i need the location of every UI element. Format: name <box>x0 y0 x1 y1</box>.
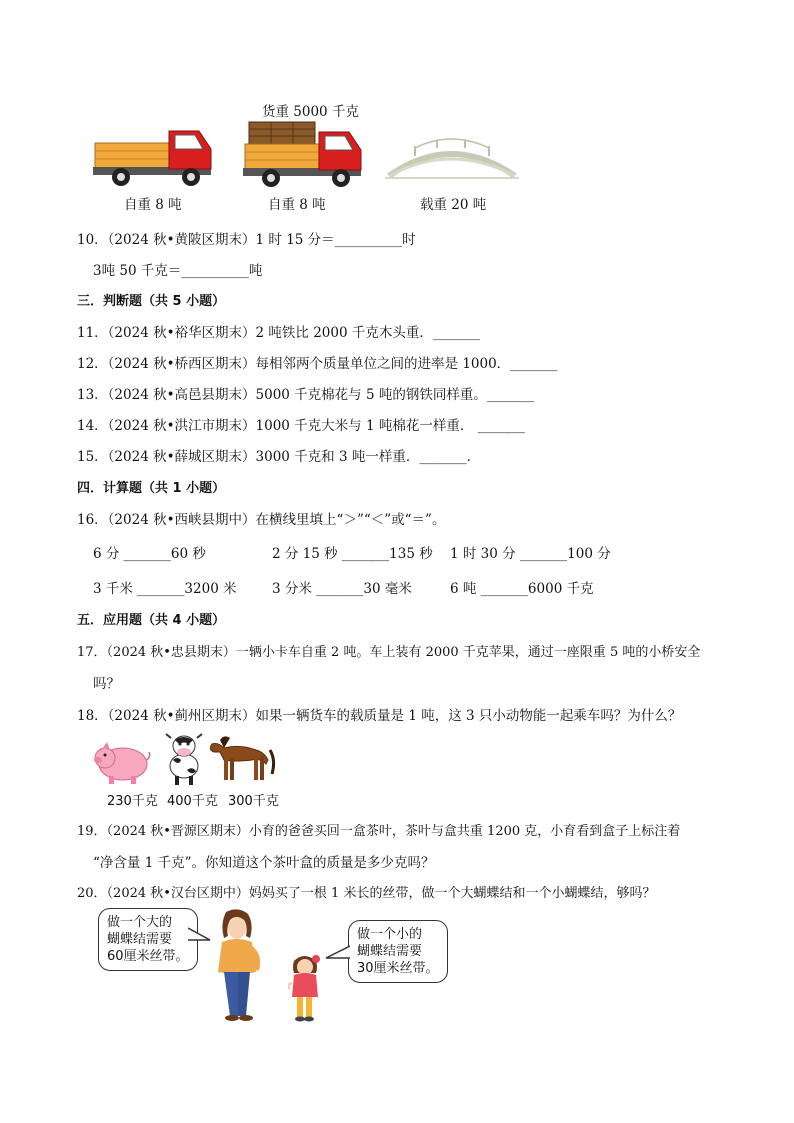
question-17-line1: 17．（2024 秋•忠县期末）一辆小卡车自重 2 吨。车上装有 2000 千克苹果，通过一座限重 5 吨的小桥安全 <box>77 645 701 660</box>
compare-item: 6 吨 _______6000 千克 <box>450 581 594 597</box>
question-12: 12．（2024 秋•桥西区期末）每相邻两个质量单位之间的进率是 1000．_______ <box>77 356 558 372</box>
cargo-weight-label: 货重 5000 千克 <box>262 104 359 120</box>
question-19-line2: “净含量 1 千克”。你知道这个茶叶盒的质量是多少克吗？ <box>93 855 435 871</box>
compare-item: 3 千米 _______3200 米 <box>93 581 237 597</box>
animal-weight-label: 400千克 <box>167 794 218 809</box>
question-18: 18．（2024 秋•蓟州区期末）如果一辆货车的载质量是 1 吨，这 3 只小动物能一起乘车吗？为什么？ <box>77 708 682 724</box>
question-15: 15．（2024 秋•薛城区期末）3000 千克和 3 吨一样重．_______． <box>77 449 481 465</box>
animal-weight-label: 230千克 <box>107 794 158 809</box>
truck1-weight-label: 自重 8 吨 <box>124 197 182 213</box>
horse-image <box>208 732 278 784</box>
bridge-image <box>385 138 520 180</box>
pig-image <box>93 740 151 786</box>
truck-empty-image <box>93 125 215 187</box>
speech-tail-icon <box>324 944 350 964</box>
section-4-title: 四．计算题（共 1 小题） <box>77 481 226 496</box>
question-11: 11．（2024 秋•裕华区期末）2 吨铁比 2000 千克木头重．_______ <box>77 325 481 341</box>
compare-item: 3 分米 _______30 毫米 <box>272 581 412 597</box>
cow-image <box>163 732 205 786</box>
question-19-line1: 19．（2024 秋•晋源区期末）小育的爸爸买回一盒茶叶，茶叶与盒共重 1200 克，小育看到盒子上标注着 <box>77 824 681 839</box>
animal-weight-label: 300千克 <box>228 794 279 809</box>
truck-loaded-image <box>243 118 365 188</box>
bridge-capacity-label: 载重 20 吨 <box>420 197 487 213</box>
compare-item: 2 分 15 秒 _______135 秒 <box>272 546 433 562</box>
question-14: 14．（2024 秋•洪江市期末）1000 千克大米与 1 吨棉花一样重． _______ <box>77 418 525 434</box>
question-20: 20．（2024 秋•汉台区期中）妈妈买了一根 1 米长的丝带，做一个大蝴蝶结和一个小蝴蝶结，够吗？ <box>77 886 656 901</box>
compare-item: 6 分 _______60 秒 <box>93 546 206 562</box>
question-10-line1: 10．（2024 秋•黄陂区期末）1 时 15 分＝__________时 <box>77 232 416 248</box>
truck2-weight-label: 自重 8 吨 <box>268 197 326 213</box>
section-3-title: 三．判断题（共 5 小题） <box>77 294 226 309</box>
section-5-title: 五．应用题（共 4 小题） <box>77 613 226 628</box>
girl-figure-image <box>288 953 322 1023</box>
mother-figure-image <box>210 908 266 1024</box>
speech-bubble-mother: 做一个大的 蝴蝶结需要 60厘米丝带。 <box>98 908 198 971</box>
question-10-line2: 3吨 50 千克＝__________吨 <box>93 263 263 279</box>
question-17-line2: 吗？ <box>93 676 120 692</box>
compare-item: 1 时 30 分 _______100 分 <box>450 546 611 562</box>
question-13: 13．（2024 秋•高邑县期末）5000 千克棉花与 5 吨的钢铁同样重。_______ <box>77 387 535 403</box>
question-16: 16．（2024 秋•西峡县期中）在横线里填上“＞”“＜”或“＝”。 <box>77 512 446 528</box>
speech-bubble-girl: 做一个小的 蝴蝶结需要 30厘米丝带。 <box>348 920 448 983</box>
speech-tail-icon <box>188 926 212 946</box>
